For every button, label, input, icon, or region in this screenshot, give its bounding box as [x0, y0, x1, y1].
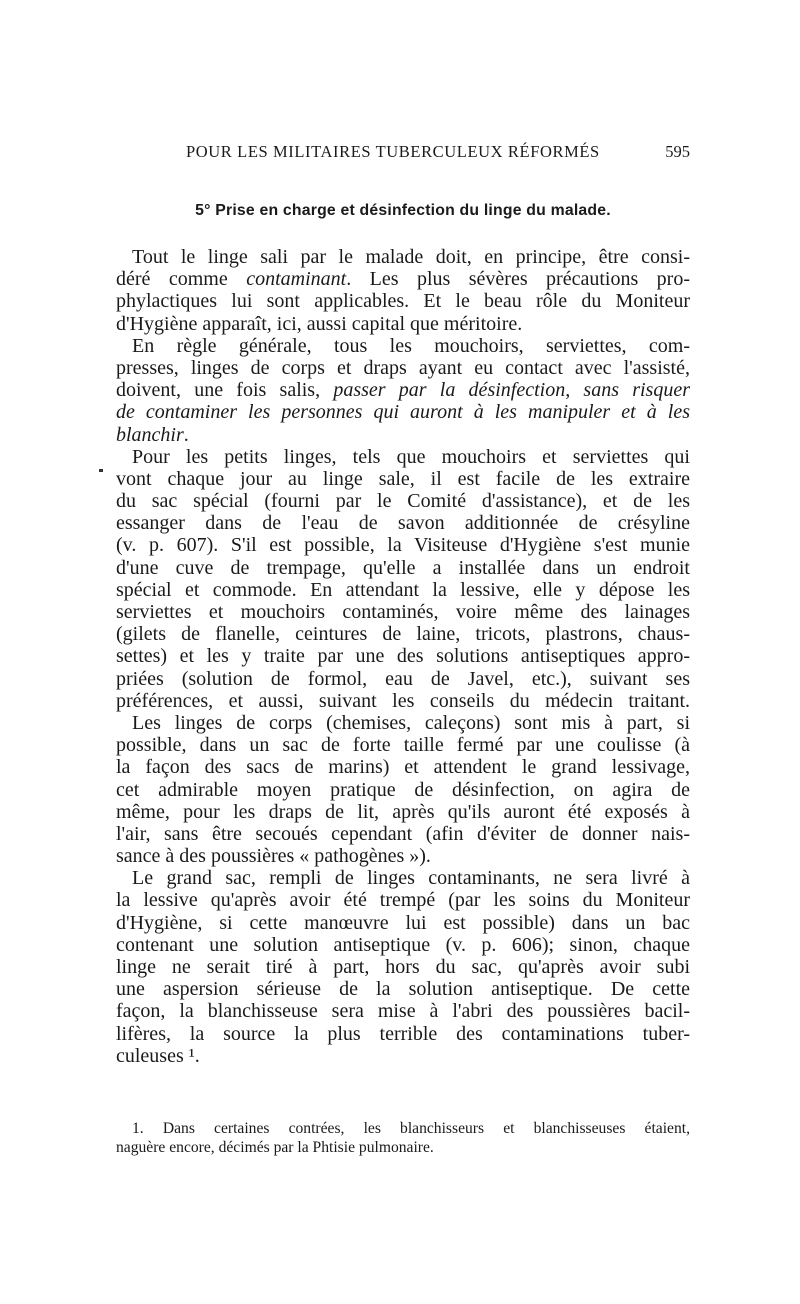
text-run: doivent, une fois salis, — [116, 379, 334, 402]
text-line: (gilets de flanelle, ceintures de laine, tricots, plastrons, chaus- — [116, 623, 690, 646]
text-line — [116, 401, 690, 423]
text-line: presses, linges de corps et draps ayant eu contact avec l'assisté, — [116, 356, 690, 379]
text-line: essanger dans de l'eau de savon additionnée de crésyline — [116, 512, 690, 535]
text-line: lifères, la source la plus terrible des contaminations tuber- — [116, 1022, 690, 1045]
text-line: phylactiques lui sont applicables. Et le beau rôle du Moniteur — [116, 290, 690, 313]
paragraph-4 — [116, 712, 690, 867]
text-line — [116, 268, 690, 290]
footnote-line: 1. Dans certaines contrées, les blanchisseurs et blanchisseuses étaient, — [132, 1120, 690, 1137]
text-line — [116, 379, 690, 401]
text-line: linge ne serait tiré à part, hors du sac, qu'après avoir subi — [116, 956, 690, 978]
text-line: cet admirable moyen pratique de désinfection, on agira de — [116, 778, 690, 801]
text-line: settes) et les y traite par une des solutions antiseptiques appro- — [116, 645, 690, 668]
text-run: déré comme — [116, 268, 247, 291]
italic-run: blanchir — [116, 423, 184, 446]
italic-run: de contaminer les personnes qui auront à les manipuler et à les — [116, 401, 690, 424]
running-head — [116, 142, 690, 168]
margin-mark — [99, 469, 103, 472]
text-line: d'Hygiène apparaît, ici, aussi capital que méritoire. — [116, 312, 523, 335]
text-line: même, pour les draps de lit, après qu'ils auront été exposés à — [116, 800, 690, 823]
text-line: la lessive qu'après avoir été trempé (par les soins du Moniteur — [116, 889, 690, 912]
paragraph-2 — [116, 335, 690, 446]
text-line: (v. p. 607). S'il est possible, la Visiteuse d'Hygiène s'est munie — [116, 534, 690, 557]
text-run: . Les plus sévères précautions pro- — [346, 268, 691, 291]
text-line: Tout le linge sali par le malade doit, en principe, être consi- — [132, 246, 690, 268]
text-line: sance à des poussières « pathogènes »). — [116, 845, 431, 868]
text-line: serviettes et mouchoirs contaminés, voire même des lainages — [116, 601, 690, 623]
text-line: d'Hygiène, si cette manœuvre lui est possible) dans un bac — [116, 911, 690, 934]
footnote — [116, 1119, 690, 1157]
text-line: Le grand sac, rempli de linges contaminants, ne sera livré à — [132, 867, 690, 890]
text-line: spécial et commode. En attendant la lessive, elle y dépose les — [116, 578, 690, 601]
text-line: contenant une solution antiseptique (v. p. 606); sinon, chaque — [116, 933, 690, 956]
italic-run: contaminant — [246, 268, 347, 291]
page-number: 595 — [665, 142, 690, 161]
text-line: priées (solution de formol, eau de Javel, etc.), suivant ses — [116, 667, 690, 690]
text-run: . — [183, 423, 189, 446]
paragraph-1 — [116, 246, 690, 335]
text-line: Pour les petits linges, tels que mouchoirs et serviettes qui — [132, 445, 690, 468]
text-line: En règle générale, tous les mouchoirs, serviettes, com- — [132, 334, 690, 357]
body-text — [116, 246, 690, 1067]
italic-run: passer par la désinfection, sans risquer — [333, 379, 690, 402]
paragraph-3 — [116, 446, 690, 712]
text-line: préférences, et aussi, suivant les conseils du médecin traitant. — [116, 689, 690, 712]
text-line: une aspersion sérieuse de la solution antiseptique. De cette — [116, 978, 690, 1001]
text-line: l'air, sans être secoués cependant (afin d'éviter de donner nais- — [116, 822, 690, 845]
text-line: façon, la blanchisseuse sera mise à l'abri des poussières bacil- — [116, 1000, 690, 1023]
text-line: vont chaque jour au linge sale, il est facile de les extraire — [116, 467, 690, 490]
text-line: d'une cuve de trempage, qu'elle a installée dans un endroit — [116, 556, 690, 579]
text-line: possible, dans un sac de forte taille fermé par une coulisse (à — [116, 734, 690, 757]
section-heading: 5° Prise en charge et désinfection du linge du malade. — [195, 202, 611, 219]
text-line: la façon des sacs de marins) et attendent le grand lessivage, — [116, 756, 690, 779]
paragraph-5 — [116, 867, 690, 1067]
text-line: culeuses ¹. — [116, 1044, 200, 1067]
running-title: POUR LES MILITAIRES TUBERCULEUX RÉFORMÉS — [186, 142, 600, 161]
text-line — [116, 424, 690, 446]
footnote-line: naguère encore, décimés par la Phtisie pulmonaire. — [116, 1139, 434, 1156]
text-line: Les linges de corps (chemises, caleçons) sont mis à part, si — [132, 711, 690, 734]
text-line: du sac spécial (fourni par le Comité d'assistance), et de les — [116, 490, 690, 513]
